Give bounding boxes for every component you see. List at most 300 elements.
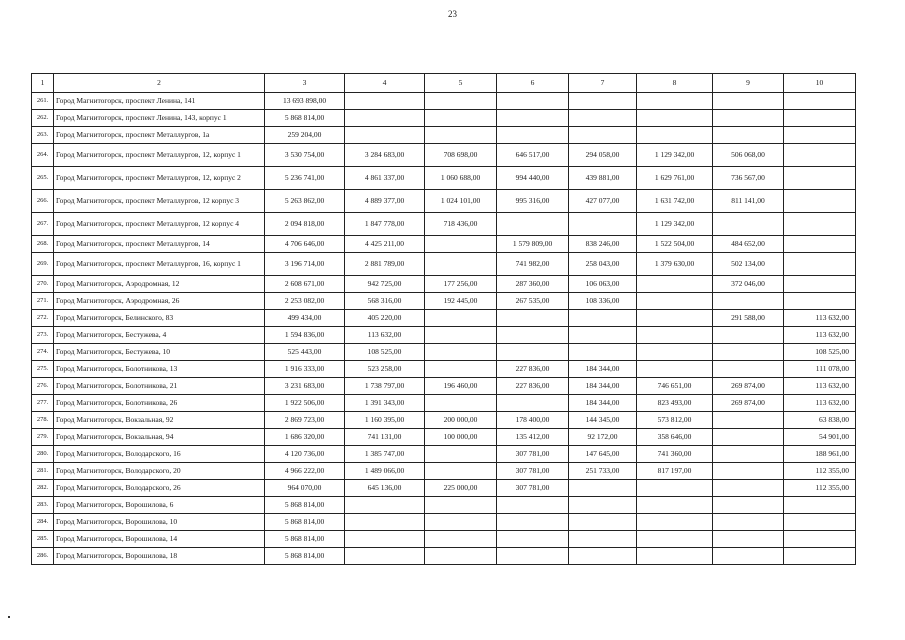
value-cell: 144 345,00 [569, 412, 637, 429]
table-row [32, 167, 856, 190]
value-cell: 708 698,00 [425, 144, 497, 167]
value-cell: 718 436,00 [425, 213, 497, 236]
value-cell [425, 446, 497, 463]
value-cell [784, 110, 856, 127]
value-cell: 1 629 761,00 [637, 167, 713, 190]
column-header: 1 [32, 74, 54, 93]
table-row [32, 344, 856, 361]
value-cell: 823 493,00 [637, 395, 713, 412]
value-cell: 2 608 671,00 [265, 276, 345, 293]
value-cell [713, 548, 784, 565]
value-cell: 811 141,00 [713, 190, 784, 213]
value-cell [425, 361, 497, 378]
value-cell [497, 344, 569, 361]
value-cell: 645 136,00 [345, 480, 425, 497]
value-cell [569, 213, 637, 236]
value-cell [497, 327, 569, 344]
value-cell: 184 344,00 [569, 395, 637, 412]
table-row [32, 213, 856, 236]
value-cell [569, 514, 637, 531]
value-cell [425, 514, 497, 531]
value-cell [713, 110, 784, 127]
value-cell: 108 525,00 [345, 344, 425, 361]
value-cell: 817 197,00 [637, 463, 713, 480]
row-number: 283. [32, 497, 54, 514]
value-cell: 287 360,00 [497, 276, 569, 293]
table-row [32, 253, 856, 276]
value-cell [425, 531, 497, 548]
value-cell [713, 463, 784, 480]
value-cell [637, 361, 713, 378]
address-cell: Город Магнитогорск, проспект Ленина, 141 [54, 93, 265, 110]
value-cell [425, 127, 497, 144]
value-cell [784, 144, 856, 167]
value-cell [713, 480, 784, 497]
value-cell: 1 024 101,00 [425, 190, 497, 213]
value-cell: 3 231 683,00 [265, 378, 345, 395]
value-cell [713, 93, 784, 110]
table-row [32, 293, 856, 310]
row-number: 267. [32, 213, 54, 236]
address-cell: Город Магнитогорск, проспект Ленина, 143, корпус 1 [54, 110, 265, 127]
table-row [32, 429, 856, 446]
column-header: 10 [784, 74, 856, 93]
scan-mark [8, 616, 10, 618]
value-cell [497, 531, 569, 548]
value-cell: 269 874,00 [713, 395, 784, 412]
value-cell [569, 480, 637, 497]
row-number: 280. [32, 446, 54, 463]
value-cell [637, 127, 713, 144]
value-cell [784, 548, 856, 565]
value-cell [784, 497, 856, 514]
value-cell [345, 548, 425, 565]
value-cell: 307 781,00 [497, 463, 569, 480]
value-cell: 2 881 789,00 [345, 253, 425, 276]
value-cell: 269 874,00 [713, 378, 784, 395]
value-cell: 307 781,00 [497, 446, 569, 463]
value-cell [637, 110, 713, 127]
row-number: 279. [32, 429, 54, 446]
value-cell: 112 355,00 [784, 480, 856, 497]
row-number: 272. [32, 310, 54, 327]
address-cell: Город Магнитогорск, Володарского, 26 [54, 480, 265, 497]
row-number: 275. [32, 361, 54, 378]
value-cell [425, 463, 497, 480]
value-cell [713, 293, 784, 310]
value-cell: 5 236 741,00 [265, 167, 345, 190]
value-cell: 1 738 797,00 [345, 378, 425, 395]
value-cell [497, 93, 569, 110]
row-number: 277. [32, 395, 54, 412]
value-cell: 1 916 333,00 [265, 361, 345, 378]
value-cell [497, 310, 569, 327]
table-row [32, 327, 856, 344]
table-row [32, 395, 856, 412]
column-header: 3 [265, 74, 345, 93]
row-number: 284. [32, 514, 54, 531]
value-cell: 251 733,00 [569, 463, 637, 480]
value-cell [497, 213, 569, 236]
value-cell: 2 094 818,00 [265, 213, 345, 236]
value-cell [425, 253, 497, 276]
value-cell: 200 000,00 [425, 412, 497, 429]
value-cell [784, 236, 856, 253]
row-number: 286. [32, 548, 54, 565]
value-cell: 307 781,00 [497, 480, 569, 497]
value-cell: 994 440,00 [497, 167, 569, 190]
value-cell [425, 548, 497, 565]
value-cell [637, 548, 713, 565]
table-row [32, 548, 856, 565]
value-cell [637, 327, 713, 344]
value-cell: 1 522 504,00 [637, 236, 713, 253]
column-header: 9 [713, 74, 784, 93]
value-cell [345, 514, 425, 531]
value-cell [425, 344, 497, 361]
value-cell [637, 531, 713, 548]
value-cell: 741 360,00 [637, 446, 713, 463]
value-cell: 184 344,00 [569, 378, 637, 395]
table-row [32, 236, 856, 253]
value-cell: 3 196 714,00 [265, 253, 345, 276]
value-cell: 1 379 630,00 [637, 253, 713, 276]
address-cell: Город Магнитогорск, Бестужева, 4 [54, 327, 265, 344]
address-cell: Город Магнитогорск, проспект Металлургов, 16, корпус 1 [54, 253, 265, 276]
column-header: 6 [497, 74, 569, 93]
value-cell: 1 594 836,00 [265, 327, 345, 344]
address-cell: Город Магнитогорск, Володарского, 16 [54, 446, 265, 463]
value-cell [425, 110, 497, 127]
table-row [32, 93, 856, 110]
value-cell: 4 706 646,00 [265, 236, 345, 253]
value-cell [497, 514, 569, 531]
value-cell: 225 000,00 [425, 480, 497, 497]
value-cell: 4 120 736,00 [265, 446, 345, 463]
value-cell [637, 310, 713, 327]
value-cell: 106 063,00 [569, 276, 637, 293]
value-cell [569, 127, 637, 144]
value-cell [784, 253, 856, 276]
value-cell [713, 514, 784, 531]
value-cell [569, 344, 637, 361]
value-cell: 1 385 747,00 [345, 446, 425, 463]
value-cell [637, 293, 713, 310]
value-cell [345, 531, 425, 548]
address-cell: Город Магнитогорск, Аэродромная, 12 [54, 276, 265, 293]
value-cell: 646 517,00 [497, 144, 569, 167]
value-cell: 259 204,00 [265, 127, 345, 144]
row-number: 270. [32, 276, 54, 293]
address-cell: Город Магнитогорск, Ворошилова, 10 [54, 514, 265, 531]
table-row [32, 412, 856, 429]
value-cell: 995 316,00 [497, 190, 569, 213]
value-cell: 525 443,00 [265, 344, 345, 361]
value-cell: 427 077,00 [569, 190, 637, 213]
value-cell: 113 632,00 [345, 327, 425, 344]
value-cell [713, 213, 784, 236]
value-cell: 838 246,00 [569, 236, 637, 253]
table-row [32, 463, 856, 480]
value-cell [425, 395, 497, 412]
address-cell: Город Магнитогорск, проспект Металлургов, 12, корпус 1 [54, 144, 265, 167]
value-cell [637, 344, 713, 361]
row-number: 274. [32, 344, 54, 361]
value-cell: 523 258,00 [345, 361, 425, 378]
table-row [32, 110, 856, 127]
value-cell [345, 93, 425, 110]
column-header: 2 [54, 74, 265, 93]
value-cell: 5 263 862,00 [265, 190, 345, 213]
value-cell: 405 220,00 [345, 310, 425, 327]
address-cell: Город Магнитогорск, проспект Металлургов, 1а [54, 127, 265, 144]
value-cell [784, 531, 856, 548]
value-cell [713, 361, 784, 378]
row-number: 265. [32, 167, 54, 190]
table-row [32, 144, 856, 167]
value-cell: 178 400,00 [497, 412, 569, 429]
value-cell: 113 632,00 [784, 327, 856, 344]
value-cell [345, 127, 425, 144]
row-number: 273. [32, 327, 54, 344]
row-number: 282. [32, 480, 54, 497]
address-cell: Город Магнитогорск, проспект Металлургов, 12, корпус 2 [54, 167, 265, 190]
value-cell: 1 060 688,00 [425, 167, 497, 190]
value-cell: 499 434,00 [265, 310, 345, 327]
value-cell [497, 497, 569, 514]
value-cell [713, 446, 784, 463]
value-cell: 5 868 814,00 [265, 548, 345, 565]
value-cell: 5 868 814,00 [265, 531, 345, 548]
value-cell [569, 93, 637, 110]
value-cell: 3 530 754,00 [265, 144, 345, 167]
address-cell: Город Магнитогорск, Вокзальная, 92 [54, 412, 265, 429]
value-cell [637, 480, 713, 497]
value-cell: 291 588,00 [713, 310, 784, 327]
value-cell: 2 253 082,00 [265, 293, 345, 310]
value-cell: 741 982,00 [497, 253, 569, 276]
value-cell [497, 548, 569, 565]
value-cell [569, 110, 637, 127]
row-number: 266. [32, 190, 54, 213]
value-cell [425, 236, 497, 253]
table-row [32, 276, 856, 293]
row-number: 268. [32, 236, 54, 253]
table-row [32, 378, 856, 395]
address-cell: Город Магнитогорск, Болотникова, 13 [54, 361, 265, 378]
value-cell [784, 167, 856, 190]
address-cell: Город Магнитогорск, Аэродромная, 26 [54, 293, 265, 310]
row-number: 281. [32, 463, 54, 480]
value-cell: 113 632,00 [784, 378, 856, 395]
value-cell: 1 160 395,00 [345, 412, 425, 429]
address-cell: Город Магнитогорск, Ворошилова, 6 [54, 497, 265, 514]
value-cell: 4 966 222,00 [265, 463, 345, 480]
value-cell [713, 344, 784, 361]
value-cell: 1 631 742,00 [637, 190, 713, 213]
value-cell [425, 497, 497, 514]
value-cell: 4 425 211,00 [345, 236, 425, 253]
value-cell: 358 646,00 [637, 429, 713, 446]
table-row [32, 497, 856, 514]
row-number: 269. [32, 253, 54, 276]
row-number: 271. [32, 293, 54, 310]
value-cell: 63 838,00 [784, 412, 856, 429]
value-cell: 294 058,00 [569, 144, 637, 167]
value-cell [569, 327, 637, 344]
value-cell [425, 310, 497, 327]
value-cell [713, 327, 784, 344]
row-number: 276. [32, 378, 54, 395]
address-cell: Город Магнитогорск, проспект Металлургов, 12 корпус 3 [54, 190, 265, 213]
value-cell: 108 336,00 [569, 293, 637, 310]
value-cell: 196 460,00 [425, 378, 497, 395]
value-cell: 568 316,00 [345, 293, 425, 310]
value-cell: 13 693 898,00 [265, 93, 345, 110]
value-cell: 177 256,00 [425, 276, 497, 293]
value-cell: 2 869 723,00 [265, 412, 345, 429]
value-cell [425, 327, 497, 344]
value-cell [784, 276, 856, 293]
value-cell [713, 127, 784, 144]
row-number: 263. [32, 127, 54, 144]
address-cell: Город Магнитогорск, Вокзальная, 94 [54, 429, 265, 446]
value-cell [497, 127, 569, 144]
value-cell: 113 632,00 [784, 310, 856, 327]
value-cell: 108 525,00 [784, 344, 856, 361]
column-header: 8 [637, 74, 713, 93]
table-row [32, 531, 856, 548]
value-cell: 92 172,00 [569, 429, 637, 446]
row-number: 285. [32, 531, 54, 548]
value-cell: 1 391 343,00 [345, 395, 425, 412]
column-header: 4 [345, 74, 425, 93]
value-cell [569, 531, 637, 548]
value-cell: 741 131,00 [345, 429, 425, 446]
value-cell: 5 868 814,00 [265, 497, 345, 514]
value-cell [497, 395, 569, 412]
value-cell [784, 514, 856, 531]
value-cell [784, 293, 856, 310]
row-number: 262. [32, 110, 54, 127]
value-cell: 54 901,00 [784, 429, 856, 446]
value-cell [713, 531, 784, 548]
value-cell: 502 134,00 [713, 253, 784, 276]
table-row [32, 480, 856, 497]
address-cell: Город Магнитогорск, Бестужева, 10 [54, 344, 265, 361]
value-cell: 5 868 814,00 [265, 514, 345, 531]
address-cell: Город Магнитогорск, Володарского, 20 [54, 463, 265, 480]
value-cell [784, 190, 856, 213]
value-cell: 184 344,00 [569, 361, 637, 378]
value-cell [637, 276, 713, 293]
value-cell: 4 861 337,00 [345, 167, 425, 190]
value-cell: 1 922 506,00 [265, 395, 345, 412]
value-cell: 100 000,00 [425, 429, 497, 446]
table-body [32, 93, 856, 565]
value-cell: 573 812,00 [637, 412, 713, 429]
value-cell: 112 355,00 [784, 463, 856, 480]
data-table [31, 73, 856, 565]
value-cell: 3 284 683,00 [345, 144, 425, 167]
value-cell: 1 847 778,00 [345, 213, 425, 236]
value-cell: 746 651,00 [637, 378, 713, 395]
value-cell [637, 497, 713, 514]
value-cell: 439 881,00 [569, 167, 637, 190]
table-row [32, 127, 856, 144]
value-cell: 4 889 377,00 [345, 190, 425, 213]
value-cell [637, 514, 713, 531]
value-cell [784, 93, 856, 110]
value-cell [345, 110, 425, 127]
value-cell: 1 129 342,00 [637, 144, 713, 167]
header-row [32, 74, 856, 93]
value-cell [784, 213, 856, 236]
address-cell: Город Магнитогорск, проспект Металлургов, 12 корпус 4 [54, 213, 265, 236]
column-header: 7 [569, 74, 637, 93]
value-cell: 1 579 809,00 [497, 236, 569, 253]
value-cell: 964 070,00 [265, 480, 345, 497]
value-cell [425, 93, 497, 110]
address-cell: Город Магнитогорск, Болотникова, 21 [54, 378, 265, 395]
value-cell [637, 93, 713, 110]
value-cell: 1 686 320,00 [265, 429, 345, 446]
row-number: 278. [32, 412, 54, 429]
value-cell: 736 567,00 [713, 167, 784, 190]
address-cell: Город Магнитогорск, Ворошилова, 14 [54, 531, 265, 548]
value-cell: 135 412,00 [497, 429, 569, 446]
value-cell: 1 129 342,00 [637, 213, 713, 236]
value-cell: 1 489 066,00 [345, 463, 425, 480]
value-cell: 111 078,00 [784, 361, 856, 378]
value-cell: 506 068,00 [713, 144, 784, 167]
value-cell: 484 652,00 [713, 236, 784, 253]
value-cell [569, 310, 637, 327]
value-cell: 942 725,00 [345, 276, 425, 293]
table-row [32, 361, 856, 378]
address-cell: Город Магнитогорск, проспект Металлургов, 14 [54, 236, 265, 253]
address-cell: Город Магнитогорск, Ворошилова, 18 [54, 548, 265, 565]
address-cell: Город Магнитогорск, Болотникова, 26 [54, 395, 265, 412]
value-cell [345, 497, 425, 514]
value-cell [497, 110, 569, 127]
value-cell: 147 645,00 [569, 446, 637, 463]
value-cell: 5 868 814,00 [265, 110, 345, 127]
value-cell: 227 836,00 [497, 361, 569, 378]
address-cell: Город Магнитогорск, Белинского, 83 [54, 310, 265, 327]
value-cell: 227 836,00 [497, 378, 569, 395]
table-row [32, 310, 856, 327]
value-cell: 372 046,00 [713, 276, 784, 293]
value-cell: 192 445,00 [425, 293, 497, 310]
row-number: 261. [32, 93, 54, 110]
value-cell [713, 429, 784, 446]
value-cell: 258 043,00 [569, 253, 637, 276]
page-number: 23 [448, 9, 457, 19]
value-cell [713, 412, 784, 429]
value-cell: 267 535,00 [497, 293, 569, 310]
value-cell: 188 961,00 [784, 446, 856, 463]
value-cell: 113 632,00 [784, 395, 856, 412]
table-row [32, 514, 856, 531]
value-cell [569, 548, 637, 565]
table-row [32, 446, 856, 463]
value-cell [713, 497, 784, 514]
row-number: 264. [32, 144, 54, 167]
table-row [32, 190, 856, 213]
value-cell [784, 127, 856, 144]
column-header: 5 [425, 74, 497, 93]
